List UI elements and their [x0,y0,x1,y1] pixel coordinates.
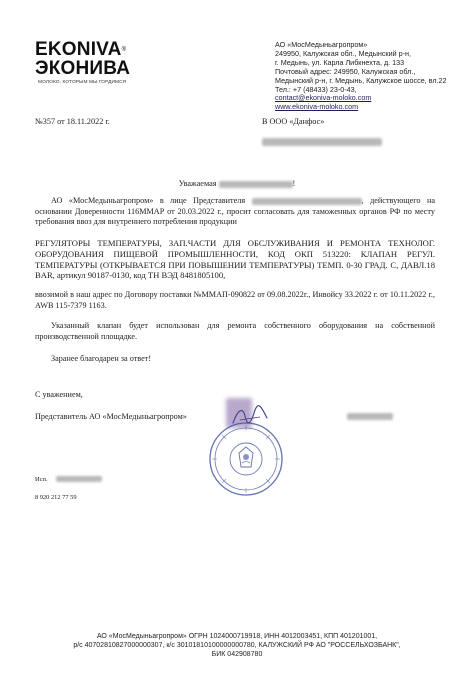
address-line: г. Медынь, ул. Карла Либкнехта, д. 133 [275,57,405,67]
redacted-representative-name [252,198,362,205]
recipient-company: В ООО «Данфос» [262,117,325,126]
logo-cyrillic: ЭКОНИВА [35,58,131,79]
footer-line: АО «МосМедыньагропром» ОГРН 1024000719918, ИНН 4012003451, КПП 401201001, [96,633,378,640]
address-line: Почтовый адрес: 249950, Калужская обл., [275,66,416,76]
request-paragraph-start: АО «МосМедыньагропром» в лице Представителя [51,196,246,205]
redacted-greeting-name [219,181,293,188]
footer-line: БИК 042908780 [211,650,263,658]
greeting-prefix: Уважаемая [178,179,217,188]
request-paragraph-end: , действующего на основании Доверенности 116ММАР от 20.03.2022 г., просит согласовать для таможенных органов РФ по месту требования ввоз для внутреннего потребления продукции [35,196,435,227]
greeting-suffix: ! [292,179,296,188]
logo-latin [35,40,126,60]
address-line: Тел.: +7 (48433) 23-0-43, [275,84,357,94]
footer-bank-details [0,633,474,659]
thanks-line: Заранее благодарен за ответ! [51,354,152,363]
executor-label: Исп. [35,476,48,483]
product-description: РЕГУЛЯТОРЫ ТЕМПЕРАТУРЫ, ЗАП.ЧАСТИ ДЛЯ ОБСЛУЖИВАНИЯ И РЕМОНТА ТЕХНОЛОГ. ОБОРУДОВАНИЯ ПИЩЕВОЙ ПРОМЫШЛЕННОСТИ, КОД ОКП 513220: КЛАПАН РЕГУЛ. ТЕМПЕРАТУРЫ (ОТКРЫВАЕТСЯ ПРИ ПОВЫШЕНИИ ТЕМПЕРАТУРЫ) ТЕМП. 0-30 ГРАД. С, ДАВЛ.18 BAR, артикул 90187-0130, код ТН ВЭД 8481805100, [35,238,435,281]
address-line: Медынский р-н, г. Медынь, Калужское шоссе, вл.22 [275,75,447,85]
redacted-representative-initials [347,413,393,420]
address-line: АО «МосМедыньагропром» [275,40,368,49]
executor-phone: 8 920 212 77 59 [35,494,77,501]
regards-line: С уважением, [35,390,83,399]
request-paragraph [35,196,435,228]
website-link[interactable]: www.ekoniva-moloko.com [275,102,359,112]
registered-mark: ® [121,47,127,53]
company-address-block [275,41,470,112]
usage-statement: Указанный клапан будет использован для ремонта собственного оборудования на собственной производственной площадке. [35,321,435,341]
logo-tagline: МОЛОКО, КОТОРЫМ МЫ ГОРДИМСЯ [38,80,127,85]
footer-line: р/с 40702810827000000307, к/с 30101810100000000780, КАЛУЖСКИЙ РФ АО "РОССЕЛЬХОЗБАНК", [73,641,401,649]
address-line: 249950, Калужская обл., Медынский р-н, [275,48,411,58]
email-link[interactable]: contact@ekoniva-moloko.com [275,93,372,103]
logo-latin-text: EKONIVA [35,39,122,60]
outgoing-number: №357 от 18.11.2022 г. [35,117,110,126]
representative-title: Представитель АО «МосМедыньагропром» [35,412,187,421]
redacted-executor-name [56,476,102,482]
redacted-recipient-name [262,138,382,146]
greeting [0,179,474,188]
contract-reference: ввозимой в наш адрес по Договору поставки №ММАП-090822 от 09.08.2022г., Инвойсу 33.2022 г. от 10.11.2022 г., AWB 115-7379 1163. [35,290,435,310]
round-seal-icon [206,420,286,498]
